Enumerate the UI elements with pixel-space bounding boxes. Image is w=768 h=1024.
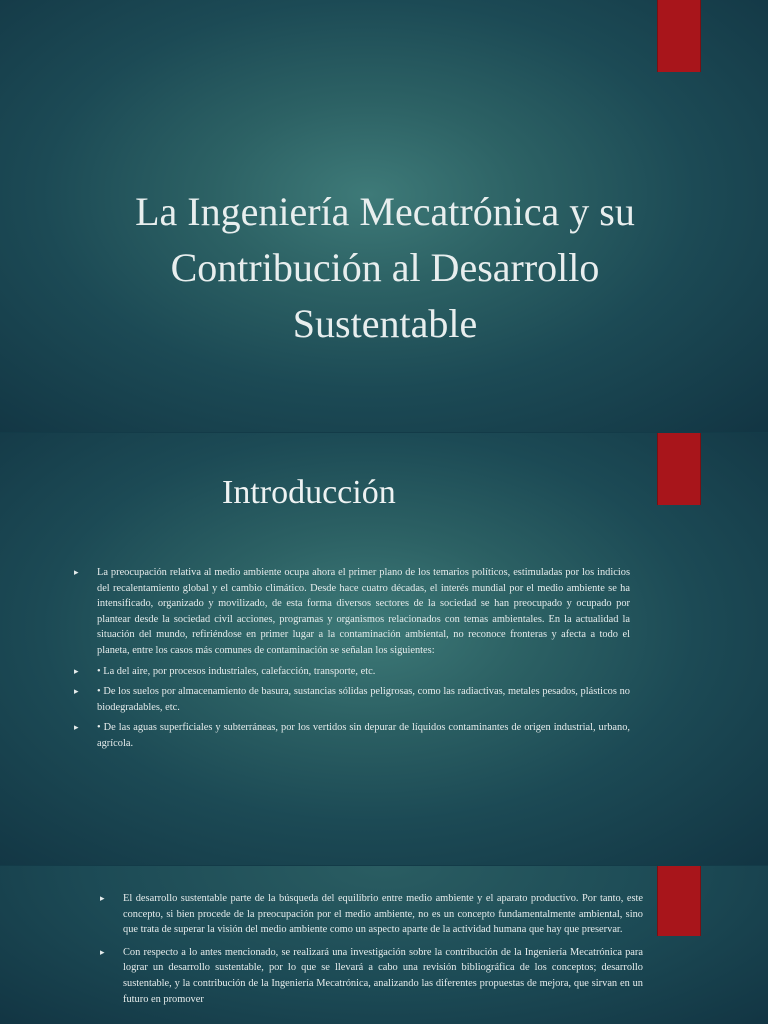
bullet-text: El desarrollo sustentable parte de la búsqueda del equilibrio entre medio ambiente y el aparato productivo. Por tanto, este concepto, si bien procede de la preocupación por el medio ambiente, no es un concepto fundamentalmente ambiental, sino que trata de superar la visión del medio ambiente como un aspecto aparte de la actividad humana que hay que preservar. [123, 893, 643, 936]
slide-heading: Introducción [222, 474, 396, 511]
bullet-list [74, 565, 630, 757]
bullet-arrow-icon: ▸ [100, 946, 105, 957]
bullet-text: • De las aguas superficiales y subterráneas, por los vertidos sin depurar de líquidos contaminantes de origen industrial, urbano, agrícola. [97, 722, 630, 749]
title-slide [0, 0, 768, 432]
red-accent-bar [657, 866, 701, 936]
bullet-item [100, 891, 643, 938]
bullet-arrow-icon: ▸ [100, 893, 105, 903]
bullet-text: • De los suelos por almacenamiento de basura, sustancias sólidas peligrosas, como las radiactivas, metales pesados, plásticos no biodegradables, etc. [97, 686, 630, 713]
introduction-slide [0, 433, 768, 865]
title-line: Sustentable [292, 301, 478, 346]
bullet-item [74, 664, 630, 680]
sustainable-development-slide [0, 866, 768, 1024]
bullet-arrow-icon: ▸ [74, 567, 79, 577]
bullet-text: • La del aire, por procesos industriales, calefacción, transporte, etc. [97, 665, 376, 677]
bullet-item [74, 720, 630, 751]
bullet-text: Con respecto a lo antes mencionado, se realizará una investigación sobre la contribución de la Ingeniería Mecatrónica para lograr un desarrollo sustentable, por lo que se llevará a cabo una revisión bibliográfica de los conceptos; desarrollo sustentable, y la contribución de la Ingeniería Mecatrónica, analizando las diferentes propuestas de mejora, que sirvan en un futuro en promover [123, 946, 643, 1005]
title-line: La Ingeniería Mecatrónica y su [135, 189, 635, 234]
presentation-title [60, 184, 710, 352]
bullet-arrow-icon: ▸ [74, 686, 79, 697]
bullet-text: La preocupación relativa al medio ambiente ocupa ahora el primer plano de los temarios políticos, estimuladas por los indicios del recalentamiento global y el cambio climático. Desde hace cuatro décadas, el interés mundial por el medio ambiente se ha intensificado, organizado y movilizado, de esta forma diversos sectores de la sociedad se han preocupado y ocupado por plantear desde la sociedad civil acciones, programas y organismos relacionados con temas ambientales. En la actualidad la situación del mundo, refiriéndose en primer lugar a la contaminación ambiental, no reconoce fronteras y afecta a todo el planeta, entre los casos más comunes de contaminación se señalan los siguientes: [97, 567, 630, 656]
bullet-item [100, 945, 643, 1007]
bullet-arrow-icon: ▸ [74, 665, 79, 676]
bullet-item [74, 565, 630, 659]
title-line: Contribución al Desarrollo [170, 245, 600, 290]
red-accent-bar [657, 433, 701, 505]
bullet-item [74, 684, 630, 715]
red-accent-bar [657, 0, 701, 72]
bullet-list [100, 891, 643, 1014]
bullet-arrow-icon: ▸ [74, 722, 79, 733]
